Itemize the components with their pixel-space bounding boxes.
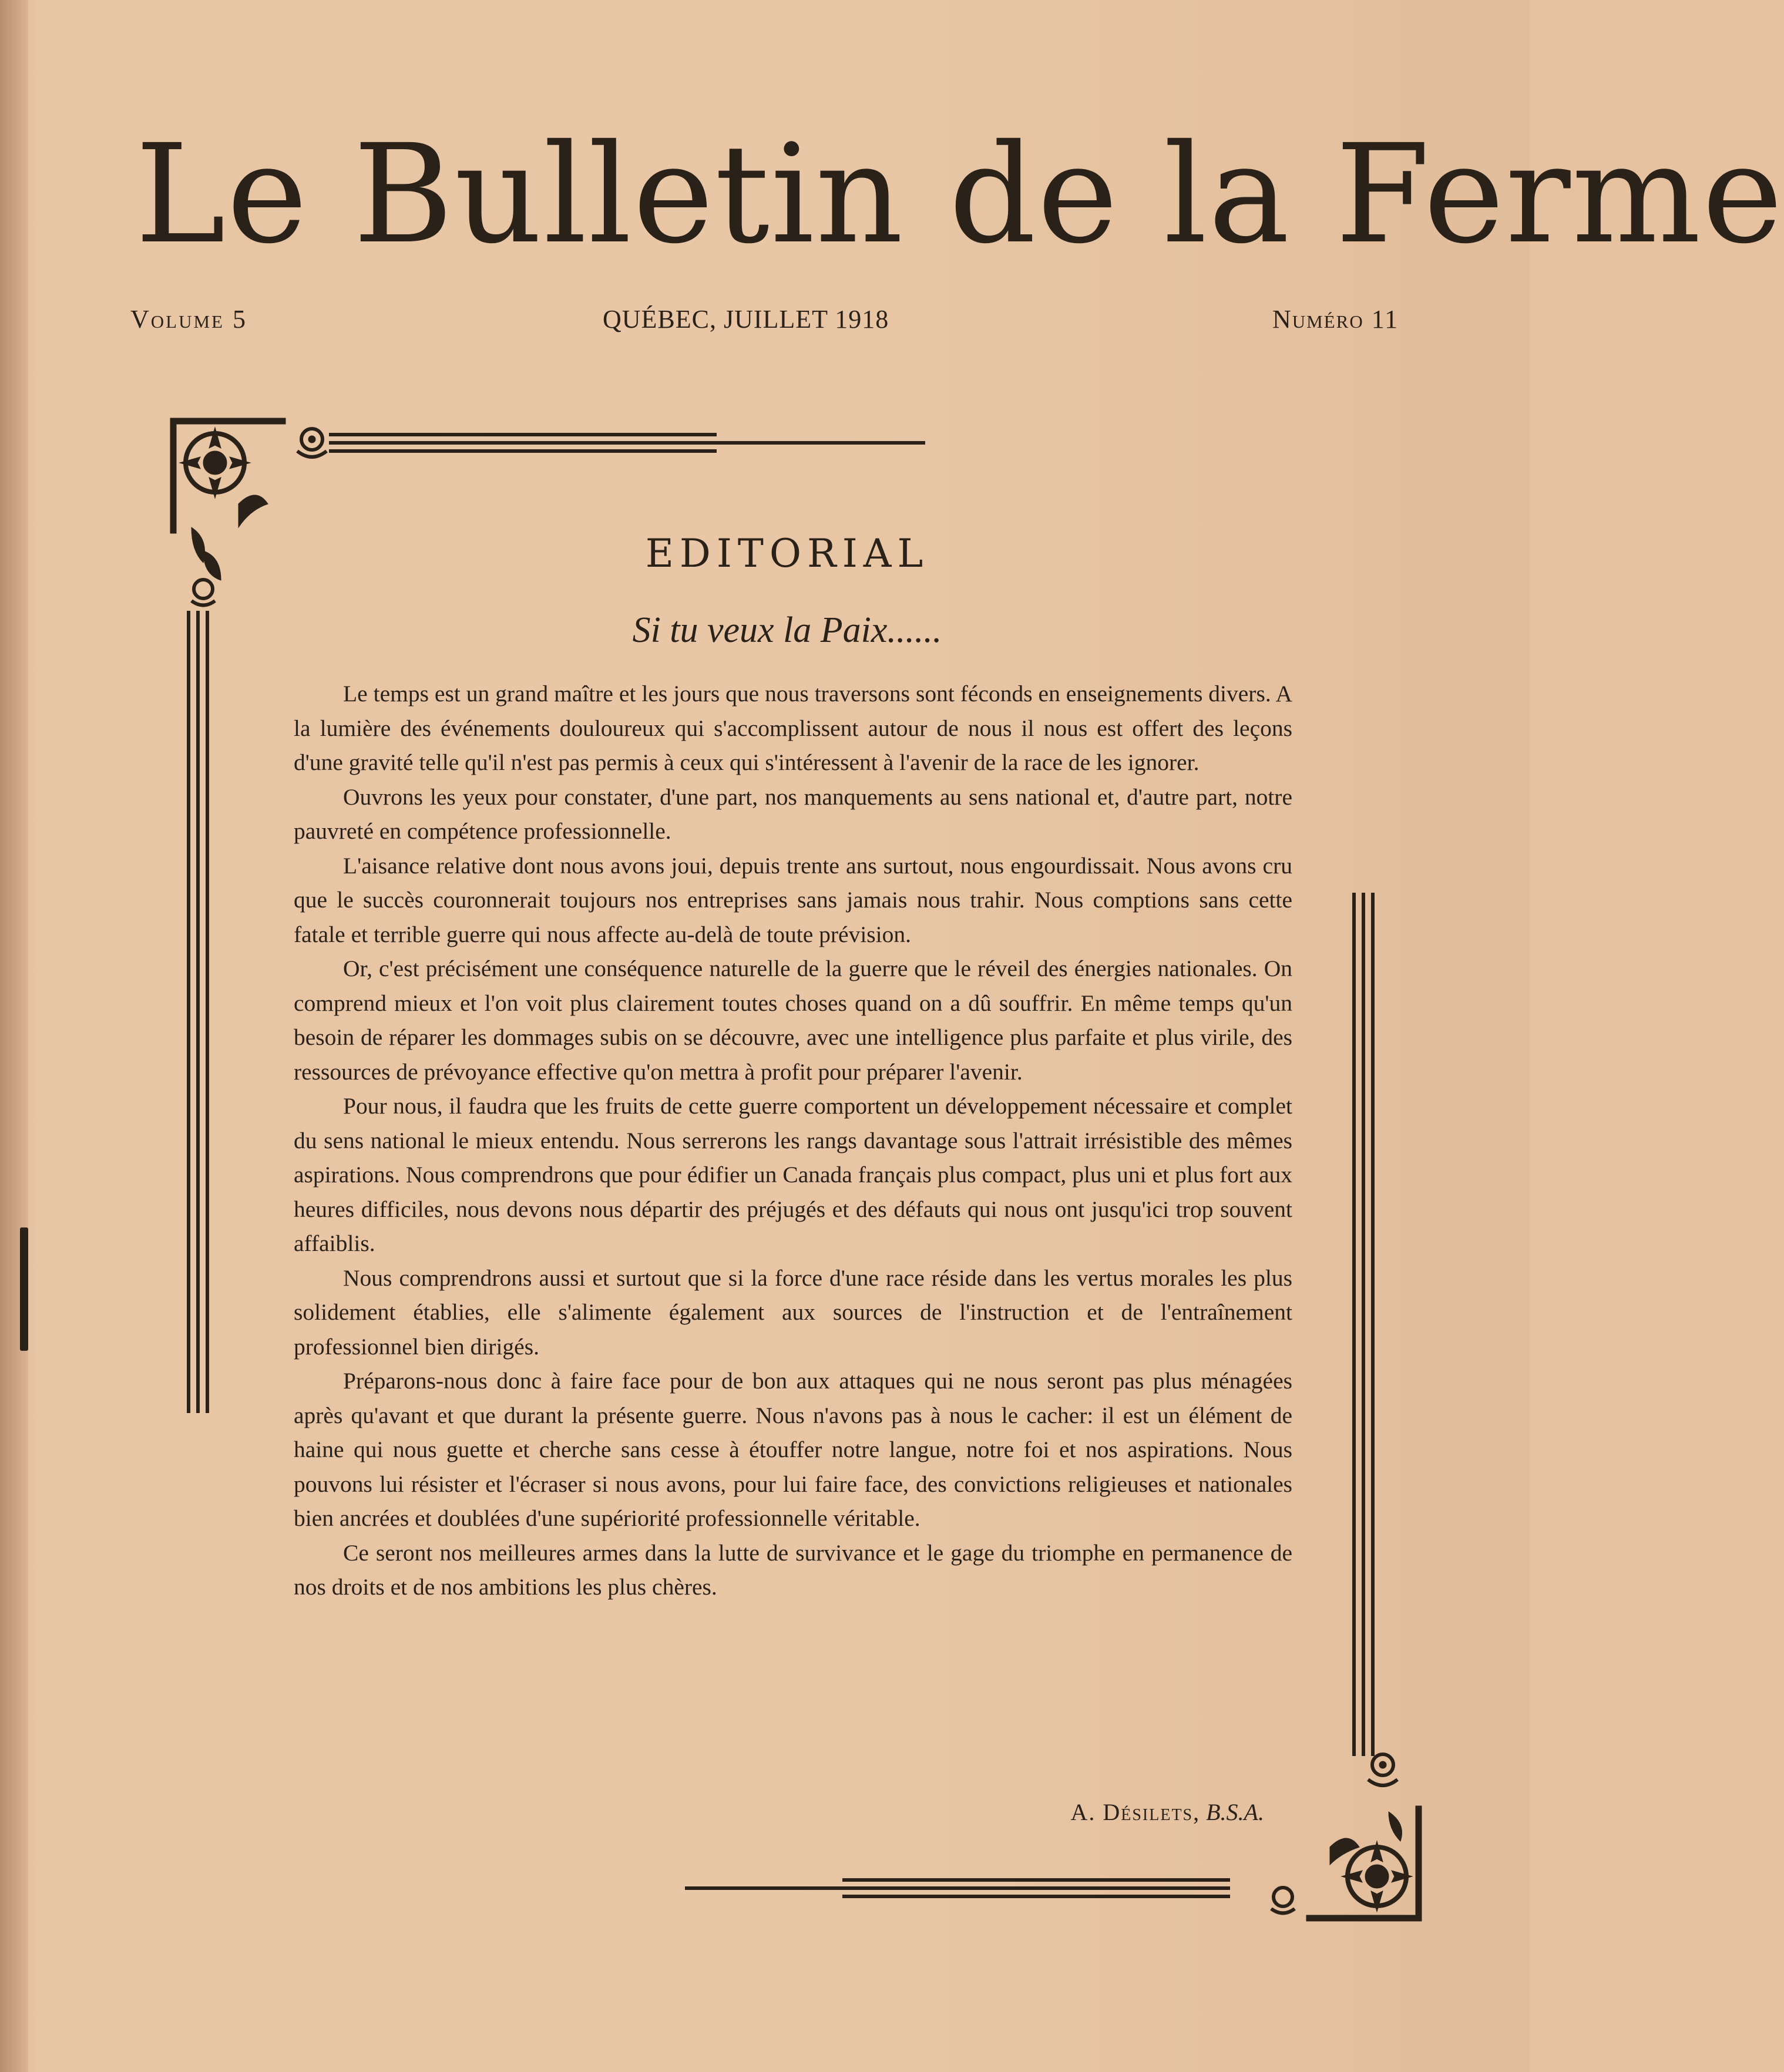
paragraph: Or, c'est précisément une conséquence naturelle de la guerre que le réveil des énergies nationales. On comprend mieux et l'on voit plus clairement toutes choses quand on a dû souffrir. En même temps qu'un besoin de réparer les dommages subis on se découvre, avec une intelligence plus parfaite et plus virile, des ressources de prévoyance effective qu'on mettra à profit pour préparer l'avenir. xyxy=(294,956,1292,1085)
right-rule-3 xyxy=(1371,893,1375,1756)
left-rule-1 xyxy=(187,611,190,1413)
issue-date: QUÉBEC, JUILLET 1918 xyxy=(603,305,889,334)
right-rule-2 xyxy=(1362,893,1365,1756)
top-rule-2 xyxy=(329,441,925,445)
paragraph: Pour nous, il faudra que les fruits de cette guerre comportent un développement nécessaire et complet du sens national le mieux entendu. Nous serrerons les rangs davantage sous l'attrait irrésistible des mêmes aspirations. Nous comprendrons que pour édifier un Canada français plus compact, plus uni et plus fort aux heures difficiles, nous devons nous départir des préjugés et des défauts qui nous ont jusqu'ici trop souvent affaiblis. xyxy=(294,1093,1292,1256)
top-rule-3 xyxy=(329,449,717,453)
corner-ornament-bottom-right xyxy=(1236,1747,1424,1923)
signature-name: A. Désilets, xyxy=(1070,1799,1201,1825)
right-rule-1 xyxy=(1352,893,1356,1756)
paragraph: L'aisance relative dont nous avons joui, depuis trente ans surtout, nous engourdissait. Nous avons cru que le succès couronnerait toujours nos entreprises sans jamais nous trahir. Nous comptions sans cette fatale et terrible guerre qui nous affecte au-delà de toute prévision. xyxy=(294,852,1292,947)
bottom-rule-2 xyxy=(685,1886,1230,1890)
volume-label: Volume 5 xyxy=(130,305,247,334)
binding-edge xyxy=(0,0,28,2072)
signature xyxy=(1070,1798,1264,1826)
corner-ornament-top-left xyxy=(168,416,344,610)
paragraph: Nous comprendrons aussi et surtout que si la force d'une race réside dans les vertus morales les plus solidement établies, elle s'alimente également aux sources de l'instruction et de l'entraînement professionnel bien dirigés. xyxy=(294,1264,1292,1360)
binding-clip xyxy=(20,1227,28,1351)
bottom-rule-1 xyxy=(842,1878,1230,1882)
bottom-rule-3 xyxy=(842,1895,1230,1898)
paragraph: Ouvrons les yeux pour constater, d'une part, nos manquements au sens national et, d'autre part, notre pauvreté en compétence professionnelle. xyxy=(294,783,1292,844)
masthead-title: Le Bulletin de la Ferme xyxy=(135,115,1784,274)
editorial-subtitle: Si tu veux la Paix...... xyxy=(632,610,942,650)
paragraph: Ce seront nos meilleures armes dans la lutte de survivance et le gage du triomphe en permanence de nos droits et de nos ambitions les plus chères. xyxy=(294,1539,1292,1600)
editorial-heading: EDITORIAL xyxy=(645,531,929,576)
issue-number: Numéro 11 xyxy=(1272,305,1399,334)
signature-degree: B.S.A. xyxy=(1206,1799,1264,1825)
top-rule-1 xyxy=(329,433,717,436)
paragraph: Préparons-nous donc à faire face pour de bon aux attaques qui ne nous seront pas plus ménagées après qu'avant et que durant la présente guerre. Nous n'avons pas à nous le cacher: il est un élément de haine qui nous guette et cherche sans cesse à étouffer notre langue, notre foi et nos aspirations. Nous pouvons lui résister et l'écraser si nous avons, pour lui faire face, des convictions religieuses et nationales bien ancrées et doublées d'une supériorité professionnelle véritable. xyxy=(294,1368,1292,1531)
paragraph: Le temps est un grand maître et les jours que nous traversons sont féconds en enseignements divers. A la lumière des événements douloureux qui s'accomplissent autour de nous il nous est offert des leçons d'une gravité telle qu'il n'est pas permis à ceux qui s'intéressent à l'avenir de la race de les ignorer. xyxy=(294,681,1292,775)
left-rule-3 xyxy=(206,611,209,1413)
left-rule-2 xyxy=(196,611,200,1413)
editorial-body xyxy=(294,677,1292,1605)
